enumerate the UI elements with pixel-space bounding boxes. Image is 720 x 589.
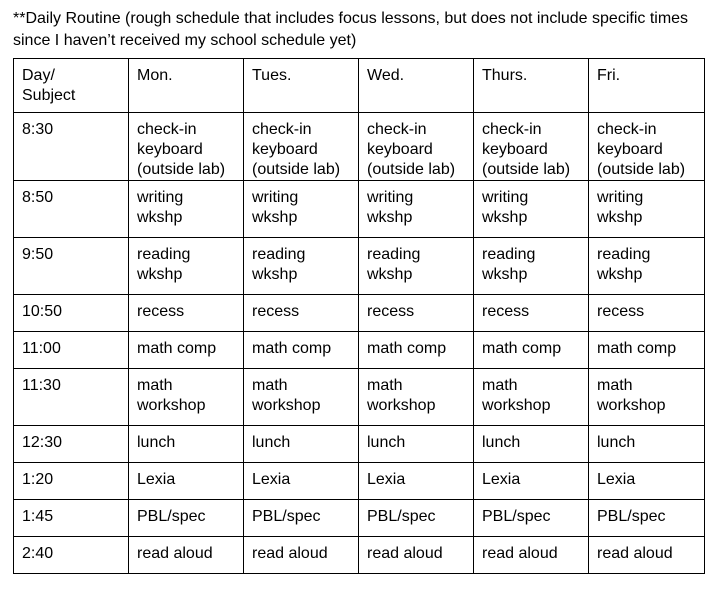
header-cell-tues: Tues.: [244, 59, 359, 113]
activity-cell-wed: [359, 500, 474, 537]
activity-text: keyboard: [252, 141, 318, 158]
activity-cell-tues: [244, 238, 359, 295]
activity-text: (outside lab): [597, 161, 686, 178]
activity-text: math comp: [252, 340, 332, 357]
activity-cell-tues: [244, 426, 359, 463]
activity-cell-wed: [359, 463, 474, 500]
activity-text: PBL/spec: [482, 508, 551, 525]
activity-text: read aloud: [252, 545, 328, 562]
activity-text: check-in: [252, 121, 312, 138]
activity-text: PBL/spec: [597, 508, 666, 525]
activity-text: math: [137, 377, 173, 394]
activity-cell-mon: [129, 426, 244, 463]
activity-cell-thurs: [474, 369, 589, 426]
header-cell-thurs: Thurs.: [474, 59, 589, 113]
activity-cell-mon: [129, 463, 244, 500]
activity-text: reading: [482, 246, 536, 263]
activity-cell-fri: [589, 332, 705, 369]
table-row: [14, 332, 705, 369]
activity-cell-fri: [589, 500, 705, 537]
activity-cell-tues: [244, 295, 359, 332]
activity-cell-thurs: [474, 113, 589, 181]
header-cell-day-subject: [14, 59, 129, 113]
activity-cell-mon: [129, 113, 244, 181]
activity-text: wkshp: [482, 209, 528, 226]
activity-cell-thurs: [474, 426, 589, 463]
activity-text: read aloud: [137, 545, 213, 562]
activity-text: wkshp: [597, 266, 643, 283]
activity-cell-fri: [589, 537, 705, 574]
activity-cell-mon: [129, 369, 244, 426]
table-row: [14, 500, 705, 537]
time-cell: 10:50: [14, 295, 129, 332]
activity-text: lunch: [252, 434, 291, 451]
activity-text: workshop: [137, 397, 206, 414]
activity-cell-fri: [589, 463, 705, 500]
header-cell-fri: Fri.: [589, 59, 705, 113]
activity-text: wkshp: [137, 266, 183, 283]
activity-text: writing: [137, 189, 184, 206]
table-row: [14, 463, 705, 500]
activity-text: check-in: [137, 121, 197, 138]
activity-cell-wed: [359, 332, 474, 369]
activity-text: wkshp: [367, 266, 413, 283]
activity-text: (outside lab): [367, 161, 456, 178]
activity-text: keyboard: [482, 141, 548, 158]
activity-text: wkshp: [597, 209, 643, 226]
activity-text: writing: [367, 189, 414, 206]
activity-cell-thurs: [474, 537, 589, 574]
activity-text: recess: [252, 303, 300, 320]
activity-cell-tues: [244, 369, 359, 426]
time-cell: 8:30: [14, 113, 129, 181]
activity-cell-thurs: [474, 238, 589, 295]
activity-text: check-in: [597, 121, 657, 138]
activity-text: reading: [137, 246, 191, 263]
activity-text: workshop: [367, 397, 436, 414]
activity-text: reading: [367, 246, 421, 263]
activity-text: keyboard: [137, 141, 203, 158]
activity-text: Lexia: [137, 471, 176, 488]
activity-cell-tues: [244, 500, 359, 537]
activity-text: check-in: [367, 121, 427, 138]
activity-text: writing: [252, 189, 299, 206]
activity-text: recess: [597, 303, 645, 320]
activity-cell-fri: [589, 295, 705, 332]
activity-text: math: [482, 377, 518, 394]
activity-cell-tues: [244, 463, 359, 500]
activity-text: read aloud: [367, 545, 443, 562]
activity-text: keyboard: [367, 141, 433, 158]
activity-text: recess: [482, 303, 530, 320]
activity-cell-wed: [359, 181, 474, 238]
activity-text: math: [367, 377, 403, 394]
activity-text: lunch: [482, 434, 521, 451]
time-cell: 8:50: [14, 181, 129, 238]
activity-cell-fri: [589, 181, 705, 238]
activity-cell-fri: [589, 238, 705, 295]
activity-text: lunch: [597, 434, 636, 451]
activity-cell-tues: [244, 181, 359, 238]
daily-routine-table: [13, 58, 705, 574]
activity-text: math: [252, 377, 288, 394]
activity-cell-wed: [359, 426, 474, 463]
activity-text: math comp: [367, 340, 447, 357]
activity-text: workshop: [482, 397, 551, 414]
activity-text: (outside lab): [252, 161, 341, 178]
activity-cell-fri: [589, 426, 705, 463]
table-row: [14, 238, 705, 295]
schedule-intro-text: **Daily Routine (rough schedule that includes focus lessons, but does not include specific times since I haven’t received my school schedule yet): [13, 10, 689, 49]
activity-text: wkshp: [367, 209, 413, 226]
activity-cell-thurs: [474, 181, 589, 238]
activity-cell-thurs: [474, 500, 589, 537]
activity-text: wkshp: [137, 209, 183, 226]
activity-text: read aloud: [482, 545, 558, 562]
activity-text: wkshp: [252, 209, 298, 226]
activity-cell-mon: [129, 238, 244, 295]
activity-text: Lexia: [367, 471, 406, 488]
time-cell: 2:40: [14, 537, 129, 574]
activity-text: (outside lab): [482, 161, 571, 178]
time-cell: 9:50: [14, 238, 129, 295]
activity-cell-mon: [129, 537, 244, 574]
activity-cell-thurs: [474, 295, 589, 332]
activity-text: (outside lab): [137, 161, 226, 178]
table-row: [14, 369, 705, 426]
activity-text: Lexia: [482, 471, 521, 488]
time-cell: 1:45: [14, 500, 129, 537]
table-row: [14, 181, 705, 238]
activity-cell-wed: [359, 238, 474, 295]
activity-cell-mon: [129, 332, 244, 369]
activity-cell-wed: [359, 537, 474, 574]
activity-cell-wed: [359, 369, 474, 426]
activity-cell-mon: [129, 181, 244, 238]
table-row: [14, 426, 705, 463]
activity-text: check-in: [482, 121, 542, 138]
activity-text: Lexia: [597, 471, 636, 488]
activity-cell-mon: [129, 500, 244, 537]
activity-cell-tues: [244, 332, 359, 369]
activity-text: workshop: [597, 397, 666, 414]
table-row: [14, 295, 705, 332]
activity-text: read aloud: [597, 545, 673, 562]
table-header-row: [14, 59, 705, 113]
activity-text: recess: [137, 303, 185, 320]
table-row: [14, 537, 705, 574]
activity-text: writing: [482, 189, 529, 206]
activity-cell-thurs: [474, 332, 589, 369]
activity-text: math comp: [137, 340, 217, 357]
activity-cell-thurs: [474, 463, 589, 500]
activity-cell-wed: [359, 113, 474, 181]
activity-text: math comp: [597, 340, 677, 357]
time-cell: 11:30: [14, 369, 129, 426]
activity-text: recess: [367, 303, 415, 320]
activity-cell-fri: [589, 113, 705, 181]
activity-text: math: [597, 377, 633, 394]
activity-text: reading: [597, 246, 651, 263]
activity-cell-tues: [244, 113, 359, 181]
header-day-label: Day/: [22, 67, 55, 84]
time-cell: 1:20: [14, 463, 129, 500]
activity-text: lunch: [367, 434, 406, 451]
activity-text: reading: [252, 246, 306, 263]
activity-cell-tues: [244, 537, 359, 574]
activity-text: PBL/spec: [367, 508, 436, 525]
activity-text: wkshp: [482, 266, 528, 283]
activity-cell-mon: [129, 295, 244, 332]
activity-text: workshop: [252, 397, 321, 414]
activity-text: math comp: [482, 340, 562, 357]
activity-text: Lexia: [252, 471, 291, 488]
table-row: [14, 113, 705, 181]
header-subject-label: Subject: [22, 87, 76, 104]
activity-text: wkshp: [252, 266, 298, 283]
activity-cell-fri: [589, 369, 705, 426]
activity-text: PBL/spec: [137, 508, 206, 525]
time-cell: 12:30: [14, 426, 129, 463]
activity-text: writing: [597, 189, 644, 206]
header-cell-wed: Wed.: [359, 59, 474, 113]
activity-cell-wed: [359, 295, 474, 332]
time-cell: 11:00: [14, 332, 129, 369]
activity-text: PBL/spec: [252, 508, 321, 525]
activity-text: keyboard: [597, 141, 663, 158]
header-cell-mon: Mon.: [129, 59, 244, 113]
activity-text: lunch: [137, 434, 176, 451]
